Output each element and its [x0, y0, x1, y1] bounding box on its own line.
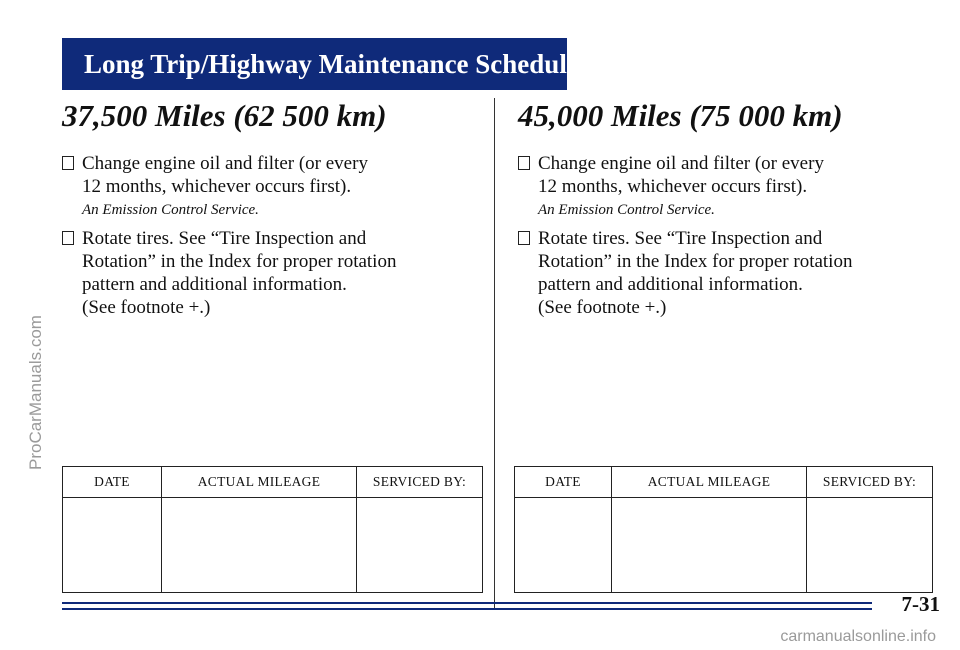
date-entry-cell[interactable]	[63, 498, 162, 593]
schedule-column-37500	[62, 98, 482, 323]
item-line: Rotate tires. See “Tire Inspection and	[538, 228, 823, 249]
item-line: Rotate tires. See “Tire Inspection and	[82, 228, 367, 249]
checkbox-icon[interactable]	[518, 156, 530, 170]
checklist-item	[518, 227, 938, 319]
item-line: 12 months, whichever occurs first).	[538, 176, 808, 197]
schedule-column-45000	[518, 98, 938, 323]
banner-title: Long Trip/Highway Maintenance Schedule	[84, 49, 579, 79]
footer-rule	[62, 602, 872, 604]
item-line: (See footnote +.)	[538, 297, 667, 318]
service-log-table	[514, 466, 933, 593]
item-line: Change engine oil and filter (or every	[82, 153, 368, 174]
emission-note: An Emission Control Service.	[82, 202, 259, 218]
bottom-watermark: carmanualsonline.info	[780, 628, 936, 645]
mileage-entry-cell[interactable]	[162, 498, 357, 593]
item-line: pattern and additional information.	[538, 274, 803, 295]
item-line: Rotation” in the Index for proper rotation	[538, 251, 853, 272]
column-header-mileage: ACTUAL MILEAGE	[162, 467, 357, 498]
column-header-serviced-by: SERVICED BY:	[807, 467, 933, 498]
column-header-mileage: ACTUAL MILEAGE	[612, 467, 807, 498]
emission-note: An Emission Control Service.	[538, 202, 715, 218]
footer-rule	[62, 608, 872, 610]
mileage-heading: 45,000 Miles (75 000 km)	[518, 98, 843, 133]
mileage-heading: 37,500 Miles (62 500 km)	[62, 98, 387, 133]
page-number: 7-31	[901, 592, 940, 616]
column-header-date: DATE	[515, 467, 612, 498]
item-line: (See footnote +.)	[82, 297, 211, 318]
section-banner	[62, 38, 579, 90]
checkbox-icon[interactable]	[62, 156, 74, 170]
checklist-item	[62, 227, 482, 319]
serviced-by-entry-cell[interactable]	[357, 498, 483, 593]
column-divider	[494, 98, 495, 608]
item-line: 12 months, whichever occurs first).	[82, 176, 352, 197]
side-watermark: ProCarManuals.com	[26, 315, 45, 470]
column-header-date: DATE	[63, 467, 162, 498]
item-line: Rotation” in the Index for proper rotation	[82, 251, 397, 272]
service-log-table	[62, 466, 483, 593]
checkbox-icon[interactable]	[62, 231, 74, 245]
serviced-by-entry-cell[interactable]	[807, 498, 933, 593]
item-line: pattern and additional information.	[82, 274, 347, 295]
checklist-item	[518, 152, 938, 198]
checkbox-icon[interactable]	[518, 231, 530, 245]
date-entry-cell[interactable]	[515, 498, 612, 593]
mileage-entry-cell[interactable]	[612, 498, 807, 593]
column-header-serviced-by: SERVICED BY:	[357, 467, 483, 498]
checklist-item	[62, 152, 482, 198]
item-line: Change engine oil and filter (or every	[538, 153, 824, 174]
